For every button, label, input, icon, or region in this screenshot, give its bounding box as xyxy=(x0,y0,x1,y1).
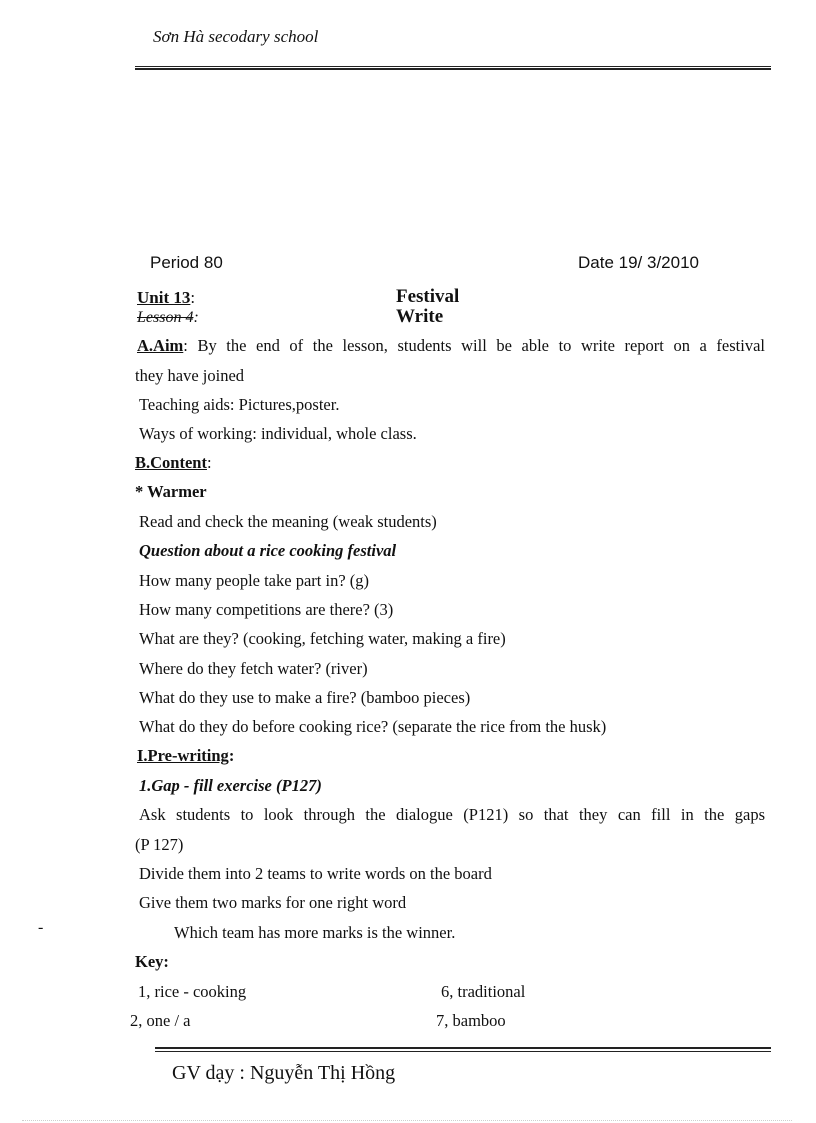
ways-of-working: Ways of working: individual, whole class. xyxy=(139,424,417,443)
footer-teacher: GV dạy : Nguyễn Thị Hồng xyxy=(172,1062,396,1084)
warmer-heading: * Warmer xyxy=(135,482,207,501)
aim-label: A.Aim xyxy=(137,336,184,355)
footer-rule-bottom xyxy=(155,1051,771,1052)
content-colon: : xyxy=(206,453,212,472)
lesson-colon: : xyxy=(193,309,199,326)
prewriting-colon: : xyxy=(228,746,235,765)
aim-text-2: they have joined xyxy=(135,366,245,385)
aim-text-1: : By the end of the lesson, students will be able to write report on a festival xyxy=(183,336,765,355)
lesson-row xyxy=(137,309,199,327)
key-item: 7, bamboo xyxy=(436,1011,506,1030)
question-item: Where do they fetch water? (river) xyxy=(139,659,368,678)
prewriting-label: I.Pre-writing xyxy=(137,746,229,765)
unit-row xyxy=(137,288,195,308)
question-item: How many people take part in? (g) xyxy=(139,571,370,590)
footer-rule-top xyxy=(155,1047,771,1049)
question-item: What do they do before cooking rice? (separate the rice from the husk) xyxy=(139,717,607,736)
question-item: What are they? (cooking, fetching water, making a fire) xyxy=(139,629,506,648)
instruction-2: Divide them into 2 teams to write words on the board xyxy=(139,864,492,883)
instruction-1b: (P 127) xyxy=(135,835,184,854)
question-item: What do they use to make a fire? (bamboo pieces) xyxy=(139,688,471,707)
key-item: 2, one / a xyxy=(130,1011,191,1030)
question-heading: Question about a rice cooking festival xyxy=(139,541,397,560)
header-rule-bottom xyxy=(135,68,771,70)
unit-title: Festival xyxy=(396,286,460,307)
key-item: 1, rice - cooking xyxy=(138,982,247,1001)
aim-line-1 xyxy=(137,336,765,356)
prewriting-heading xyxy=(137,746,234,766)
content-label: B.Content xyxy=(135,453,207,472)
unit-colon: : xyxy=(190,288,196,307)
header-rule-top xyxy=(135,66,771,67)
period-label: Period 80 xyxy=(150,253,223,272)
date-label: Date 19/ 3/2010 xyxy=(578,253,699,272)
lesson-title: Write xyxy=(396,306,444,327)
header-school-name: Sơn Hà secodary school xyxy=(153,27,319,46)
key-item: 6, traditional xyxy=(441,982,526,1001)
exercise-heading: 1.Gap - fill exercise (P127) xyxy=(139,776,322,795)
key-heading: Key: xyxy=(135,952,169,971)
teaching-aids: Teaching aids: Pictures,poster. xyxy=(139,395,340,414)
content-heading xyxy=(135,453,212,473)
instruction-4: Which team has more marks is the winner. xyxy=(174,923,456,942)
page-bottom-dotted-line xyxy=(22,1120,792,1121)
lesson-label: Lesson 4 xyxy=(137,309,194,326)
unit-label: Unit 13 xyxy=(137,288,191,307)
question-item: How many competitions are there? (3) xyxy=(139,600,394,619)
instruction-1a: Ask students to look through the dialogue (P121) so that they can fill in the gaps xyxy=(139,805,765,824)
instruction-3: Give them two marks for one right word xyxy=(139,893,407,912)
margin-mark: - xyxy=(38,919,44,936)
warmer-line: Read and check the meaning (weak students) xyxy=(139,512,437,531)
